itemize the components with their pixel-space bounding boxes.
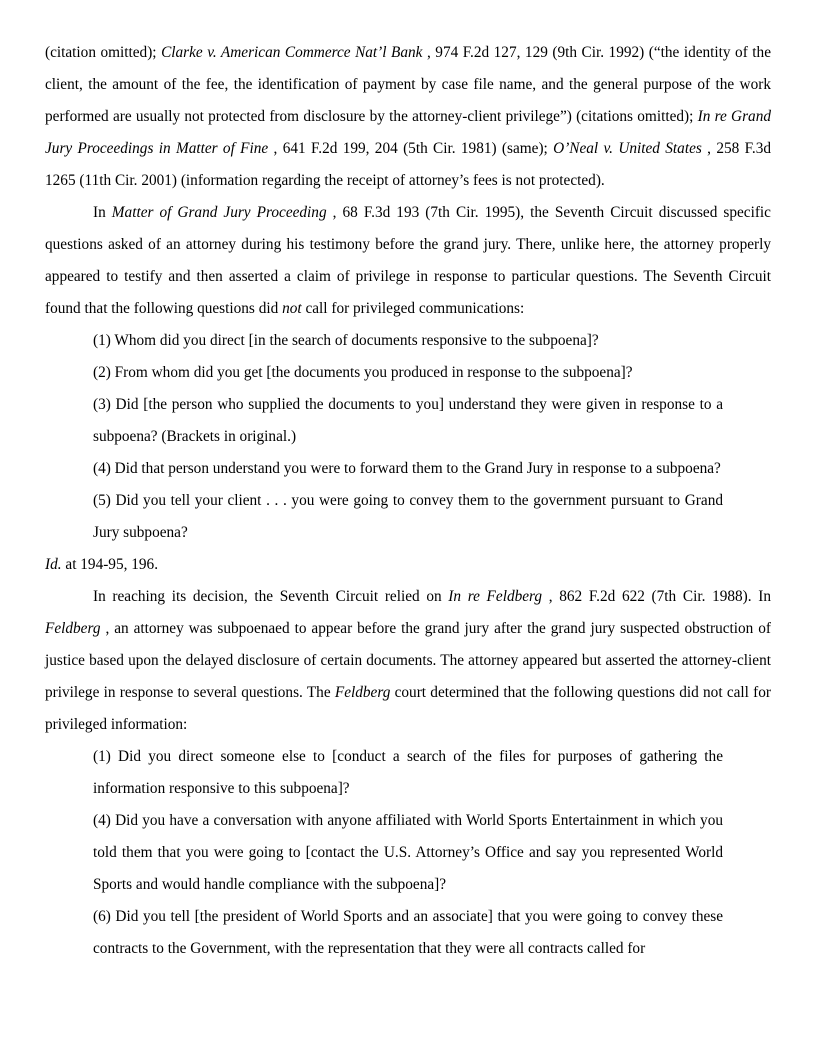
- quoted-question: (4) Did that person understand you were to forward them to the Grand Jury in response to a subpoena?: [93, 460, 721, 477]
- quoted-question: (3) Did [the person who supplied the documents to you] understand they were given in response to a subpoena? (Brackets in original.): [93, 396, 723, 445]
- case-name: In re Grand Jury Proceedings in Matter of Fine: [45, 108, 771, 157]
- text-run: , 862 F.2d 622 (7th Cir. 1988). In: [542, 588, 772, 605]
- case-name: Matter of Grand Jury Proceeding: [111, 204, 327, 221]
- text-run: In: [93, 204, 112, 221]
- text-run: , 974 F.2d 127, 129 (9th Cir. 1992) (“the identity of the client, the amount of the fee, the identification of payment by case file name, and the general purpose of the work performed are usually not protected from disclosure by the attorney-client privilege”) (citations omitted);: [45, 44, 771, 125]
- id-signal: Id.: [45, 556, 62, 573]
- text-run: call for privileged communications:: [301, 300, 525, 317]
- paragraph-seventh-circuit: [45, 197, 771, 325]
- case-name: O’Neal v. United States: [553, 140, 702, 157]
- case-name: In re Feldberg: [448, 588, 543, 605]
- text-run: In reaching its decision, the Seventh Circuit relied on: [93, 588, 449, 605]
- quoted-question: (4) Did you have a conversation with anyone affiliated with World Sports Entertainment in which you told them that you were going to [contact the U.S. Attorney’s Office and say you represented World Sports and would handle compliance with the subpoena]?: [93, 812, 723, 893]
- case-name: Feldberg: [45, 620, 101, 637]
- text-run: (citation omitted);: [45, 44, 162, 61]
- block-quote-questions-1: [93, 325, 723, 549]
- quoted-question: (1) Did you direct someone else to [conduct a search of the files for purposes of gathering the information responsive to this subpoena]?: [93, 748, 723, 797]
- quoted-question: (6) Did you tell [the president of World Sports and an associate] that you were going to convey these contracts to the Government, with the representation that they were all contracts called for: [93, 908, 723, 957]
- text-run: , an attorney was subpoenaed to appear before the grand jury after the grand jury suspected obstruction of justice based upon the delayed disclosure of certain documents. The attorney appeared but asserted the attorney-client privilege in response to several questions. The: [45, 620, 771, 701]
- text-run: court determined that the following questions did not call for privileged information:: [45, 684, 771, 733]
- block-quote-questions-2: [93, 741, 723, 965]
- case-name: Clarke v. American Commerce Nat’l Bank: [161, 44, 423, 61]
- text-run: , 68 F.3d 193 (7th Cir. 1995), the Seventh Circuit discussed specific questions asked of an attorney during his testimony before the grand jury. There, unlike here, the attorney properly appeared to testify and then asserted a claim of privilege in response to particular questions. The Seventh Circuit found that the following questions did: [45, 204, 771, 317]
- quoted-question: (2) From whom did you get [the documents you produced in response to the subpoena]?: [93, 364, 633, 381]
- paragraph-feldberg: [45, 581, 771, 741]
- emphasis: not: [282, 300, 302, 317]
- quoted-question: (1) Whom did you direct [in the search of documents responsive to the subpoena]?: [93, 332, 599, 349]
- document-body: [45, 37, 771, 965]
- text-run: at 194-95, 196.: [61, 556, 159, 573]
- quoted-question: (5) Did you tell your client . . . you were going to convey them to the government pursuant to Grand Jury subpoena?: [93, 492, 723, 541]
- text-run: , 641 F.2d 199, 204 (5th Cir. 1981) (same);: [268, 140, 554, 157]
- citation-id: [45, 549, 771, 581]
- text-run: , 258 F.3d 1265 (11th Cir. 2001) (information regarding the receipt of attorney’s fees is not protected).: [45, 140, 771, 189]
- paragraph-citations: [45, 37, 771, 197]
- case-name: Feldberg: [334, 684, 391, 701]
